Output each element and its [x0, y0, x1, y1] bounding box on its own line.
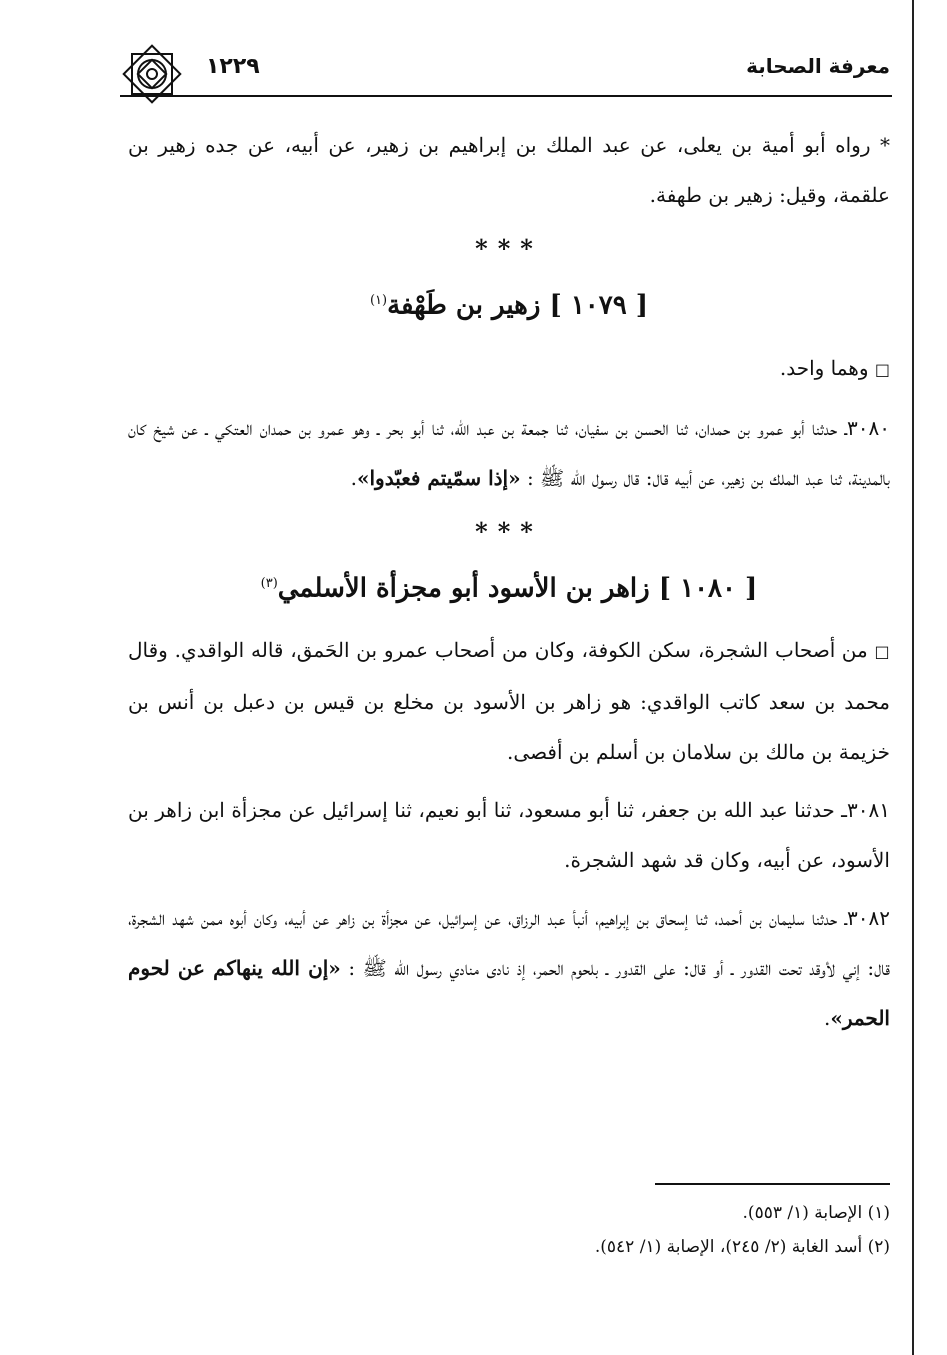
section-divider-stars: *** [475, 516, 543, 546]
entry-heading-text: [ ١٠٨٠ ] زاهر بن الأسود أبو مجزأة الأسلمي [277, 573, 758, 604]
entry-heading-text: [ ١٠٧٩ ] زهير بن طَهْفة [387, 290, 649, 321]
paragraph-text: ٣٠٨٢ـ حدثنا سليمان بن أحمد، ثنا إسحاق بن إبراهيم، أنبأ عبد الرزاق، عن إسرائيل، عن مجزأة بن زاهر عن أبيه، وكان أبوه ممن شهد الشجرة، قال: إني لأوقد تحت القدور ـ أو قال: على القدور ـ بلحوم الحمر، إذ نادى منادي رسول الله ﷺ : [128, 906, 890, 981]
paragraph-hadith-3082 [128, 893, 890, 1043]
paragraph-note [128, 343, 890, 395]
star-ornament-icon [118, 40, 186, 108]
entry-heading-1079 [128, 276, 890, 331]
header-rule [120, 95, 892, 97]
running-title: معرفة الصحابة [746, 54, 890, 78]
paragraph-narration: * رواه أبو أمية بن يعلى، عن عبد الملك بن إبراهيم بن زهير، عن أبيه، عن جده زهير بن علقمة، وقيل: زهير بن طهفة. [128, 133, 890, 207]
paragraph-text: وهما واحد. [779, 355, 869, 380]
hadith-quote: «إن الله ينهاكم عن لحوم الحمر» [128, 956, 890, 1031]
footnote-1: (١) الإصابة (١/ ٥٥٣). [742, 1203, 890, 1223]
footnote-ref: (١) [369, 293, 388, 308]
page-header [128, 52, 890, 94]
paragraph-end: . [350, 465, 357, 490]
paragraph-text: من أصحاب الشجرة، سكن الكوفة، وكان من أصحاب عمرو بن الحَمق، قاله الواقدي. وقال محمد بن سعد كاتب الواقدي: هو زاهر بن الأسود بن مخلع بن قيس بن دعبل بن أنس بن خزيمة بن مالك بن سلامان بن أسلم بن أفصى. [128, 638, 890, 765]
entry-heading-1080 [128, 559, 890, 614]
footnotes [128, 1196, 890, 1264]
square-marker-icon: □ [874, 642, 890, 662]
page-edge-line [912, 0, 914, 1355]
section-divider-stars: *** [475, 234, 543, 263]
hadith-quote: «إذا سمّيتم فعبّدوا» [356, 465, 521, 490]
footnote-2: (٢) أسد الغابة (٢/ ٢٤٥)، الإصابة (١/ ٥٤٢). [594, 1237, 890, 1257]
square-marker-icon: □ [874, 359, 890, 379]
paragraph-hadith-3080 [128, 403, 890, 503]
paragraph-text: ٣٠٨٠ـ حدثنا أبو عمرو بن حمدان، ثنا الحسن بن سفيان، ثنا جمعة بن عبد الله، ثنا أبو بحر ـ وهو عمرو بن حمدان العتكي ـ عن شيخ كان بالمدينة، ثنا عبد الملك بن زهير، عن أبيه قال: قال رسول الله ﷺ : [128, 415, 890, 490]
footnote-rule [655, 1183, 890, 1185]
page-body [128, 120, 890, 1051]
page-number: ١٢٢٩ [206, 54, 260, 79]
paragraph-end: . [823, 1006, 831, 1031]
paragraph-hadith-3081: ٣٠٨١ـ حدثنا عبد الله بن جعفر، ثنا أبو مسعود، ثنا أبو نعيم، ثنا إسرائيل عن مجزأة ابن زاهر بن الأسود، عن أبيه، وكان قد شهد الشجرة. [128, 798, 890, 873]
footnote-ref: (٣) [260, 575, 278, 591]
paragraph-biography [128, 625, 890, 777]
